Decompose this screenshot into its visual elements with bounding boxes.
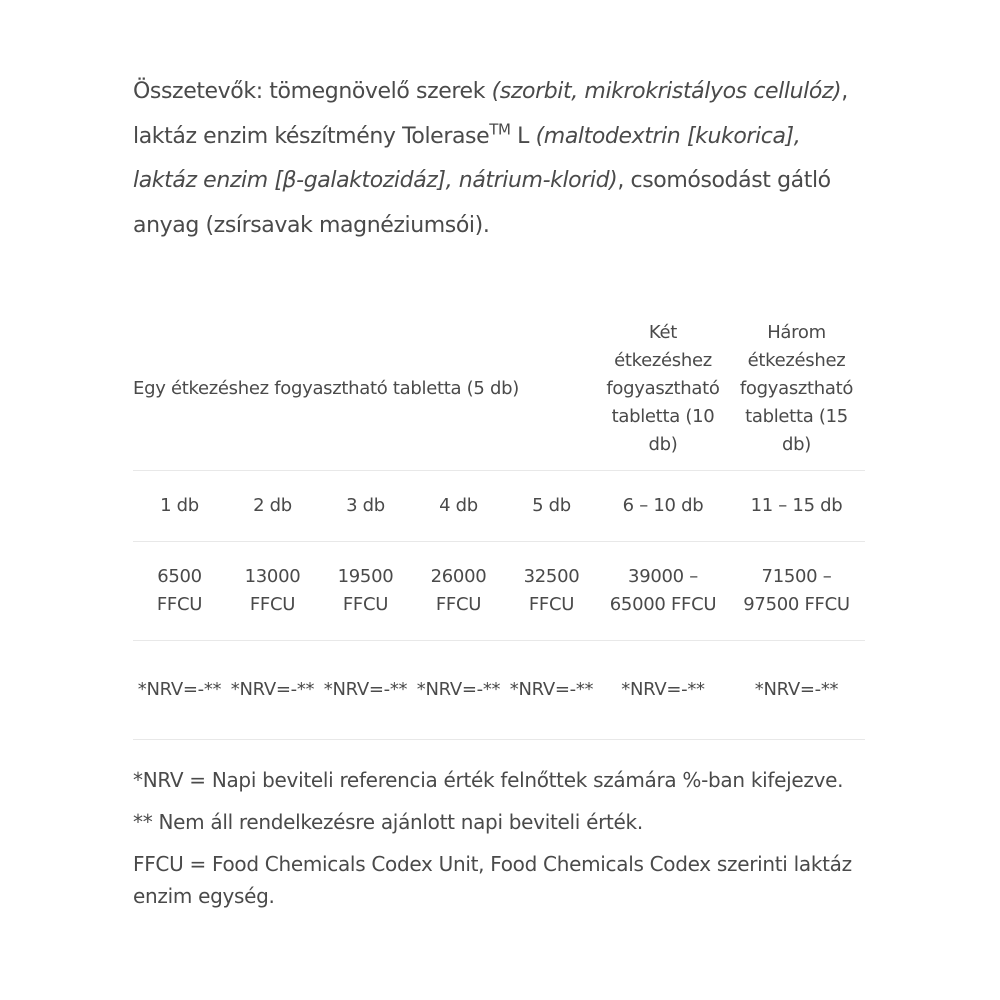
ingredients-italic: (szorbit, mikrokristályos cellulóz) [491,79,842,104]
table-cell: 19500 FFCU [319,542,412,641]
table-row [133,542,865,641]
dosage-table [133,308,865,740]
table-cell: *NRV=-** [133,641,226,740]
ingredients-part: Összetevők: tömegnövelő szerek [133,79,492,104]
table-cell: *NRV=-** [505,641,598,740]
table-cell: 39000 – 65000 FFCU [598,542,728,641]
footnotes [133,764,865,922]
table-row [133,471,865,542]
footnote-nrv: *NRV = Napi beviteli referencia érték felnőttek számára %-ban kifejezve. [133,768,844,792]
header-single-meal: Egy étkezéshez fogyasztható tabletta (5 db) [133,378,519,399]
table-cell: *NRV=-** [728,641,865,740]
ingredients-part: , laktáz enzim készítmény Tolerase [133,79,848,149]
table-cell: *NRV=-** [412,641,505,740]
table-cell: 4 db [412,471,505,542]
table-cell: 6 – 10 db [598,471,728,542]
trademark-sup: TM [489,120,511,139]
table-cell: 6500 FFCU [133,542,226,641]
ingredients-italic: (maltodextrin [kukorica], laktáz enzim [β-galaktozidáz], nátrium-klorid) [133,123,801,193]
footnote-stars: ** Nem áll rendelkezésre ajánlott napi beviteli érték. [133,810,643,834]
header-three-meals: Három étkezéshez fogyasztható tabletta (15 db) [739,322,854,455]
table-cell: 11 – 15 db [728,471,865,542]
table-cell: *NRV=-** [319,641,412,740]
header-two-meals: Két étkezéshez fogyasztható tabletta (10 db) [606,322,720,455]
table-cell: 2 db [226,471,319,542]
table-cell: 5 db [505,471,598,542]
table-cell: 1 db [133,471,226,542]
table-cell: 13000 FFCU [226,542,319,641]
ingredients-text [133,70,865,248]
table-cell: 26000 FFCU [412,542,505,641]
table-cell: 3 db [319,471,412,542]
table-header-row [133,308,865,471]
ingredients-part: , csomósodást gátló anyag (zsírsavak magnéziumsói). [133,168,831,238]
table-cell: 32500 FFCU [505,542,598,641]
table-row [133,641,865,740]
footnote-ffcu: FFCU = Food Chemicals Codex Unit, Food Chemicals Codex szerinti laktáz enzim egység. [133,852,852,908]
ingredients-part: L [510,123,536,149]
table-cell: *NRV=-** [226,641,319,740]
content [133,70,865,908]
table-cell: *NRV=-** [598,641,728,740]
table-cell: 71500 – 97500 FFCU [728,542,865,641]
